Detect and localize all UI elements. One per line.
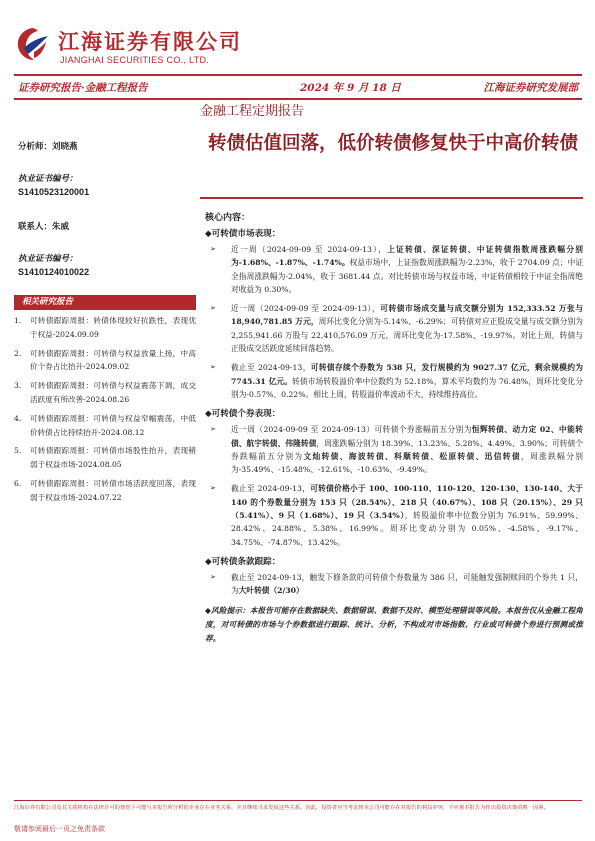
jianghai-logo-icon bbox=[14, 26, 50, 62]
item-number: 5. bbox=[14, 446, 22, 456]
arrow-bullet-icon: ➢ bbox=[210, 572, 216, 581]
bullet-paragraph: ➢ 近一周（2024-09-09 至 2024-09-13），可转债市场成交量与成交额分别为 152,333.52 万张与 18,940,781.85 万元，周环比变化分别为-5.14%、-6.29%；可转债对应正股成交量与成交额分别为 2,255,941.66 万股与 22,410,576.09 万元，周环比变化为-17.58%、-19.97%。对比上周，转债与正股成交活跃度延续回落趋势。 bbox=[210, 304, 584, 354]
company-name-cn: 江海证券有限公司 bbox=[58, 29, 242, 54]
bullet-paragraph: ➢ 近一周（2024-09-09 至 2024-09-13），上证转债、深证转债、中证转债指数周涨跌幅分别为-1.68%、-1.87%、-1.74%。权益市场中，上证指数周涨跌幅为-2.23%，收于 2704.09 点；中证全指周涨跌幅为-2.04%，收于 3681.44 点。对比转债市场与权益市场，中证转债相较于中证全指周绝对收益为 0.30%。 bbox=[210, 245, 584, 294]
related-report-link[interactable]: 可转债跟踪周报：可转债与权益放量上扬，中高价个券占比抬升-2024.09.02 bbox=[30, 348, 196, 372]
company-name-en: JIANGHAI SECURITIES CO., LTD. bbox=[60, 55, 210, 65]
related-report-item[interactable] bbox=[14, 314, 196, 342]
report-date: 2024 年 9 月 18 日 bbox=[300, 82, 401, 94]
item-number: 1. bbox=[14, 316, 22, 325]
analyst-cert bbox=[18, 172, 89, 197]
section-individual-bonds: ◆可转债个券表现： bbox=[205, 409, 281, 420]
related-report-link[interactable]: 可转债跟踪周报：可转债市场活跃度回落，表现弱于权益市场-2024.07.22 bbox=[30, 478, 196, 502]
footer-divider bbox=[14, 800, 582, 801]
department-name: 江海证券研究发展部 bbox=[483, 82, 578, 94]
contact-name: 联系人：朱威 bbox=[18, 222, 70, 232]
item-number: 4. bbox=[14, 413, 22, 423]
bullet-paragraph: ➢ 近一周（2024-09-09 至 2024-09-13）可转债个券涨幅前五分别为恒辉转债、动力定 02、中能转债、航宇转债、伟隆转债，周涨跌幅分别为 18.39%、13.23%、5.28%、4.49%、3.90%；可转债个券跌幅前五分别为文灿转债、海波转债、科顺转债、松原转债、迅信转债，周涨跌幅分别为-35.49%、-15.48%、-12.61%、-10.63%、-9.49%。 bbox=[210, 425, 583, 475]
analyst-name: 分析师：刘晓燕 bbox=[18, 142, 78, 152]
item-number: 6. bbox=[14, 478, 22, 488]
arrow-bullet-icon: ➢ bbox=[210, 245, 216, 253]
cert-label: 执业证书编号： bbox=[18, 174, 78, 184]
related-report-item[interactable] bbox=[14, 412, 196, 440]
risk-warning: ◆风险提示：本报告可能存在数据缺失、数据错误、数据不及时、模型处理错误等风险。本报告仅从金融工程角度，对可转债的市场与个券数据进行跟踪、统计、分析，不构成对市场指数、行业或可转债个券进行预测或推荐。 bbox=[205, 605, 583, 643]
section-clause-tracking: ◆可转债条款跟踪： bbox=[205, 556, 281, 567]
report-category: 证券研究报告·金融工程报告 bbox=[18, 82, 148, 94]
related-report-link[interactable]: 可转债跟踪周报：转债体现较好抗跌性，表现优于权益-2024.09.09 bbox=[30, 316, 196, 339]
related-report-link[interactable]: 可转债跟踪周报：可转债与权益窄幅震荡，中低价转债占比持续抬升-2024.08.12 bbox=[30, 413, 196, 437]
related-report-item[interactable] bbox=[14, 477, 196, 505]
cert-label: 执业证书编号： bbox=[18, 254, 78, 264]
footer-disclaimer: 江海证券有限公司及其关联机构在法律许可的情况下可能与本报告所分析的企业存在业务关系，并且继续寻求发展这些关系。因此，投资者应当考虑到本公司可能存在对报告的利益冲突，不应视本报告为作出投资决策的唯一因素。 bbox=[14, 805, 549, 811]
arrow-bullet-icon: ➢ bbox=[210, 484, 216, 493]
related-report-link[interactable]: 可转债跟踪周报：可转债市场股性抬升，表现稍弱于权益市场-2024.08.05 bbox=[30, 446, 196, 470]
title-divider bbox=[200, 197, 583, 199]
related-reports-heading: 相关研究报告 bbox=[14, 295, 196, 310]
contact-cert bbox=[18, 252, 89, 277]
header-bar bbox=[14, 74, 582, 100]
core-content-heading: 核心内容： bbox=[205, 213, 251, 223]
cert-number: S1410124010022 bbox=[18, 267, 90, 277]
related-report-item[interactable] bbox=[14, 347, 196, 375]
report-type: 金融工程定期报告 bbox=[200, 104, 305, 119]
related-reports-list bbox=[14, 314, 196, 510]
bullet-paragraph: ➢ 截止至 2024-09-13，可转债价格小于 100、100-110、110-120、120-130、130-140、大于 140 的个券数量分别为 153 只（28.54%）、218 只（40.67%）、108 只（20.15%）、29 只（5.41%）、9 只（1.68%）、19 只（3.54%），转股溢价率中位数分别为 76.91%、59.99%、28.42%、24.88%、5.38%、16.99%。周环比变动分别为 0.05%、-4.58%、-9.17%、34.75%、-74.87%、13.42%。 bbox=[210, 484, 584, 547]
related-report-item[interactable] bbox=[14, 379, 196, 407]
cert-number: S1410523120001 bbox=[18, 187, 90, 197]
core-content bbox=[205, 210, 583, 646]
arrow-bullet-icon: ➢ bbox=[210, 425, 216, 434]
related-report-link[interactable]: 可转债跟踪周报：可转债与权益震荡下调，成交活跃度有所改善-2024.08.26 bbox=[30, 381, 196, 404]
bullet-paragraph: ➢ 截止至 2024-09-13，可转债存续个券数为 538 只，发行规模约为 9027.37 亿元，剩余规模约为 7745.31 亿元。转债市场转股溢价率中位数约为 52.18%，算术平均数约为 76.48%，周环比变化分别为-0.57%、0.22%。相比上周，转股溢价率波动不大，持续维持高位。 bbox=[210, 363, 584, 399]
arrow-bullet-icon: ➢ bbox=[210, 304, 216, 313]
item-number: 2. bbox=[14, 348, 22, 358]
disclaimer-reference[interactable]: 敬请参阅最后一页之免责条款 bbox=[14, 825, 105, 833]
bullet-paragraph: ➢ 截止至 2024-09-13，触发下修条款的可转债个券数量为 386 只，可能触发强制赎回的个券共 1 只，为大叶转债（2/30） bbox=[210, 572, 583, 596]
related-report-item[interactable] bbox=[14, 444, 196, 472]
arrow-bullet-icon: ➢ bbox=[210, 363, 216, 372]
page-title: 转债估值回落，低价转债修复快于中高价转债 bbox=[208, 133, 579, 154]
section-market-performance: ◆可转债市场表现： bbox=[205, 229, 281, 239]
item-number: 3. bbox=[14, 381, 22, 391]
